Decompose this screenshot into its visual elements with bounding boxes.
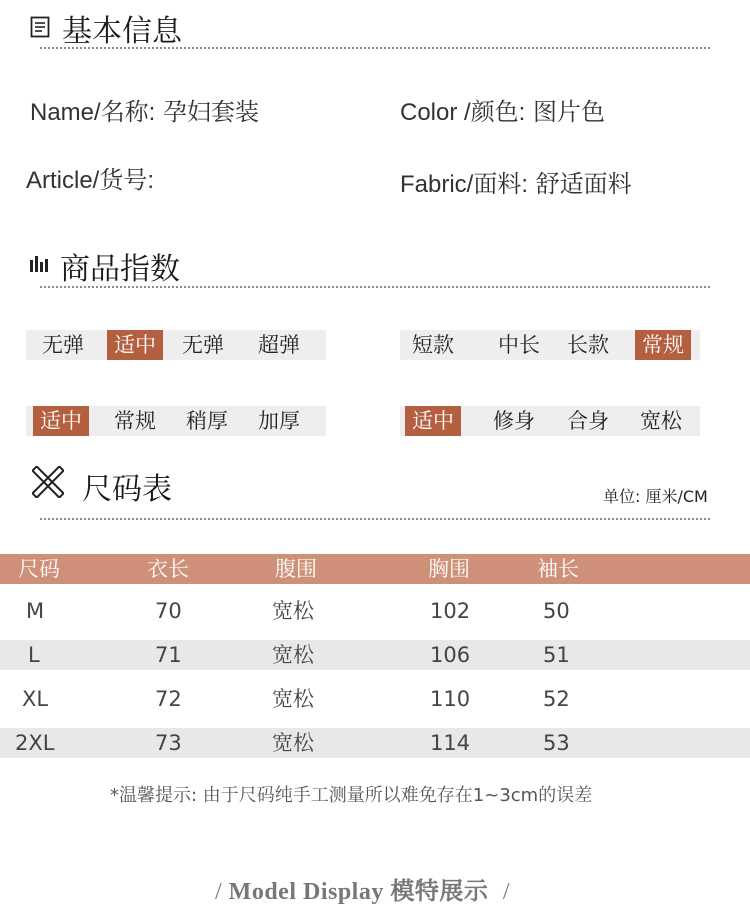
- header-cell-bust: 胸围: [428, 557, 470, 581]
- index-option: 常规: [114, 409, 156, 433]
- table-cell: 宽松: [272, 687, 314, 711]
- divider: [40, 286, 710, 288]
- name-label: Name/名称:: [30, 99, 156, 126]
- ruler-cross-icon: [32, 466, 64, 498]
- document-list-icon: [30, 16, 50, 38]
- table-cell: M: [26, 599, 45, 623]
- table-cell: 71: [155, 643, 182, 667]
- table-cell: 宽松: [272, 731, 314, 755]
- heading-slash-right: /: [502, 879, 511, 905]
- color-value: 图片色: [533, 98, 605, 126]
- fabric-field: [400, 164, 632, 199]
- color-field: [400, 92, 605, 127]
- table-cell: 53: [543, 731, 570, 755]
- product-index-title: 商品指数: [60, 252, 180, 287]
- divider: [40, 518, 710, 520]
- color-label: Color /颜色:: [400, 99, 526, 126]
- table-row: [0, 684, 750, 714]
- table-row: [0, 728, 750, 758]
- index-option: 合身: [567, 409, 609, 433]
- index-option: 加厚: [258, 409, 300, 433]
- index-option-selected: 常规: [635, 330, 691, 360]
- index-option: 超弹: [258, 333, 300, 357]
- table-cell: 2XL: [15, 731, 55, 755]
- index-bar-fit: [400, 406, 700, 436]
- index-option: 无弹: [182, 333, 224, 357]
- table-cell: L: [28, 643, 40, 667]
- index-option-selected: 适中: [33, 406, 89, 436]
- table-cell: 70: [155, 599, 182, 623]
- basic-info-title: 基本信息: [62, 14, 182, 49]
- header-cell-sleeve: 袖长: [537, 557, 579, 581]
- table-cell: 73: [155, 731, 182, 755]
- article-label: Article/货号:: [26, 167, 155, 194]
- index-option-selected: 适中: [107, 330, 163, 360]
- unit-label: 单位: 厘米/CM: [603, 487, 708, 506]
- header-cell-size: 尺码: [18, 557, 60, 581]
- index-bar-elasticity: [26, 330, 326, 360]
- table-row: [0, 596, 750, 626]
- table-cell: 51: [543, 643, 570, 667]
- header-cell-length: 衣长: [147, 557, 189, 581]
- size-table-header: [0, 554, 750, 584]
- table-cell: 宽松: [272, 643, 314, 667]
- table-cell: 106: [430, 643, 471, 667]
- table-cell: XL: [22, 687, 49, 711]
- article-field: [26, 160, 154, 195]
- size-note: *温馨提示: 由于尺码纯手工测量所以难免存在1~3cm的误差: [110, 785, 593, 806]
- header-cell-waist: 腹围: [275, 557, 317, 581]
- index-option: 稍厚: [186, 409, 228, 433]
- name-value: 孕妇套装: [163, 98, 259, 126]
- model-display-chinese: 模特展示: [390, 879, 489, 905]
- table-cell: 114: [430, 731, 471, 755]
- fabric-value: 舒适面料: [535, 170, 632, 198]
- table-cell: 72: [155, 687, 182, 711]
- model-display-english: Model Display: [228, 879, 384, 905]
- index-option: 修身: [493, 409, 535, 433]
- table-cell: 102: [430, 599, 471, 623]
- table-cell: 110: [430, 687, 471, 711]
- index-option: 无弹: [42, 333, 84, 357]
- divider: [40, 47, 710, 49]
- index-option: 中长: [498, 333, 540, 357]
- index-option: 短款: [412, 333, 454, 357]
- index-option-selected: 适中: [405, 406, 461, 436]
- table-cell: 宽松: [272, 599, 314, 623]
- table-row: [0, 640, 750, 670]
- table-cell: 50: [543, 599, 570, 623]
- index-bar-thickness: [26, 406, 326, 436]
- index-option: 长款: [567, 333, 609, 357]
- size-table-title: 尺码表: [82, 472, 172, 507]
- heading-slash-left: /: [215, 879, 223, 905]
- index-bar-length: [400, 330, 700, 360]
- basic-info-section: [0, 0, 750, 200]
- name-field: [30, 92, 259, 127]
- fabric-label: Fabric/面料:: [400, 171, 529, 198]
- bar-chart-icon: [30, 256, 48, 272]
- model-display-heading: [215, 871, 510, 906]
- table-cell: 52: [543, 687, 570, 711]
- index-option: 宽松: [640, 409, 682, 433]
